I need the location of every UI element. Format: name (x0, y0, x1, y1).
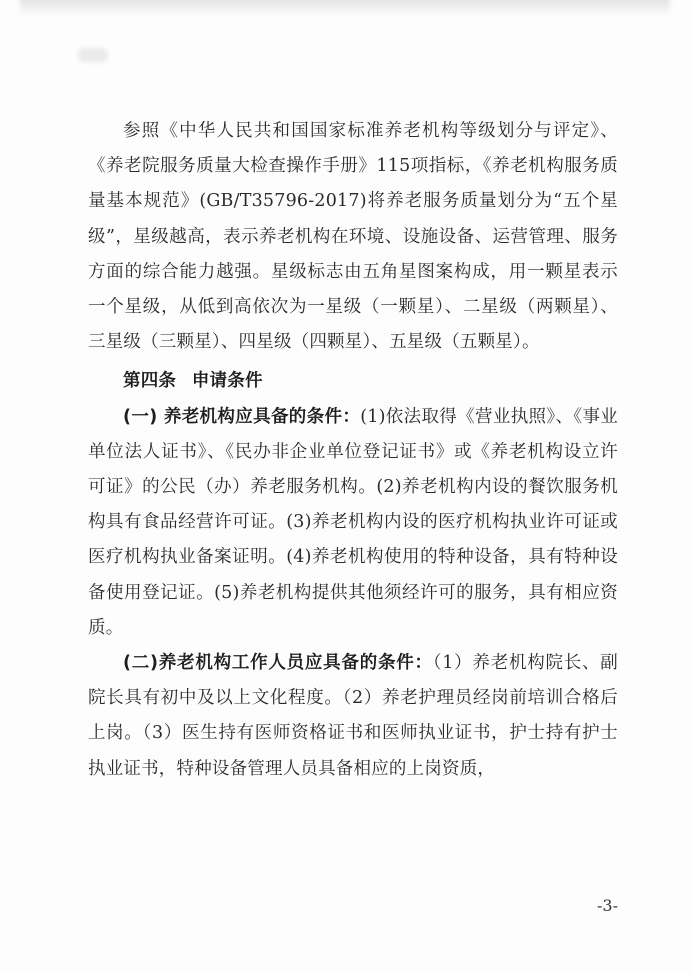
clause-1 (88, 400, 618, 646)
scan-smudge (78, 48, 108, 62)
page-number: -3- (597, 896, 618, 915)
clause-1-text: (1)依法取得《营业执照》、《事业单位法人证书》、《民办非企业单位登记证书》或《养老机构设立许可证》的公民（办）养老服务机构。(2)养老机构内设的餐饮服务机构具有食品经营许可证。(3)养老机构内设的医疗机构执业许可证或医疗机构执业备案证明。(4)养老机构使用的特种设备，具有特种设备使用登记证。(5)养老机构提供其他须经许可的服务，具有相应资质。 (88, 406, 618, 638)
clause-2-text: （1）养老机构院长、副院长具有初中及以上文化程度。（2）养老护理员经岗前培训合格后上岗。（3）医生持有医师资格证书和医师执业证书，护士持有护士执业证书，特种设备管理人员具备相应的上岗资质， (88, 653, 618, 779)
article-title: 申请条件 (191, 371, 263, 392)
clause-2-lead: (二)养老机构工作人员应具备的条件： (123, 653, 433, 674)
clause-2 (88, 646, 618, 787)
article-number: 第四条 (123, 371, 177, 392)
article-heading (88, 364, 618, 399)
document-body (88, 114, 618, 787)
intro-paragraph: 参照《中华人民共和国国家标准养老机构等级划分与评定》、《养老院服务质量大检查操作手册》115项指标，《养老机构服务质量基本规范》(GB/T35796-2017)将养老服务质量划分为“五个星级”，星级越高，表示养老机构在环境、设施设备、运营管理、服务方面的综合能力越强。星级标志由五角星图案构成，用一颗星表示一个星级，从低到高依次为一星级（一颗星）、二星级（两颗星）、三星级（三颗星）、四星级（四颗星）、五星级（五颗星）。 (88, 121, 618, 353)
clause-1-lead: (一) 养老机构应具备的条件： (123, 406, 361, 427)
scan-top-bleed (20, 0, 670, 16)
